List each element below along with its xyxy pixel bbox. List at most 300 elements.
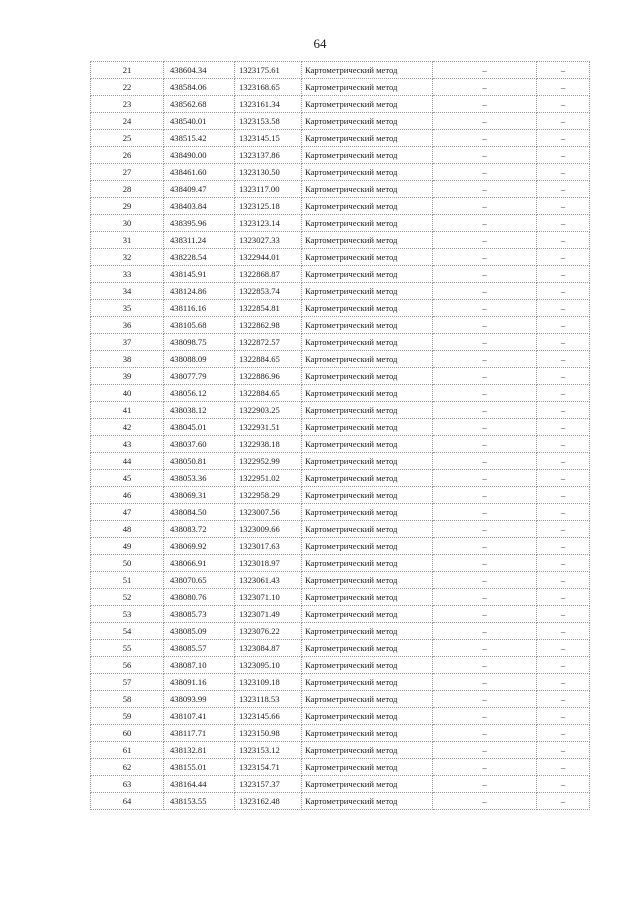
accuracy-cell: – bbox=[433, 215, 537, 232]
table-row bbox=[91, 470, 590, 487]
description-cell: – bbox=[537, 708, 590, 725]
x-coordinate-cell: 438116.16 bbox=[164, 300, 235, 317]
point-number-cell: 28 bbox=[91, 181, 164, 198]
y-coordinate-cell: 1322884.65 bbox=[235, 351, 302, 368]
accuracy-cell: – bbox=[433, 453, 537, 470]
y-coordinate-cell: 1323150.98 bbox=[235, 725, 302, 742]
accuracy-cell: – bbox=[433, 130, 537, 147]
table-row bbox=[91, 334, 590, 351]
accuracy-cell: – bbox=[433, 487, 537, 504]
y-coordinate-cell: 1323157.37 bbox=[235, 776, 302, 793]
accuracy-cell: – bbox=[433, 96, 537, 113]
x-coordinate-cell: 438093.99 bbox=[164, 691, 235, 708]
point-number-cell: 60 bbox=[91, 725, 164, 742]
description-cell: – bbox=[537, 674, 590, 691]
table-row bbox=[91, 215, 590, 232]
method-cell: Картометрический метод bbox=[302, 130, 433, 147]
description-cell: – bbox=[537, 266, 590, 283]
y-coordinate-cell: 1322854.81 bbox=[235, 300, 302, 317]
y-coordinate-cell: 1323018.97 bbox=[235, 555, 302, 572]
y-coordinate-cell: 1323162.48 bbox=[235, 793, 302, 810]
point-number-cell: 46 bbox=[91, 487, 164, 504]
coordinates-table bbox=[90, 61, 590, 810]
y-coordinate-cell: 1323007.56 bbox=[235, 504, 302, 521]
description-cell: – bbox=[537, 419, 590, 436]
point-number-cell: 39 bbox=[91, 368, 164, 385]
table-row bbox=[91, 521, 590, 538]
method-cell: Картометрический метод bbox=[302, 470, 433, 487]
accuracy-cell: – bbox=[433, 402, 537, 419]
accuracy-cell: – bbox=[433, 589, 537, 606]
method-cell: Картометрический метод bbox=[302, 79, 433, 96]
description-cell: – bbox=[537, 334, 590, 351]
point-number-cell: 51 bbox=[91, 572, 164, 589]
table-row bbox=[91, 368, 590, 385]
point-number-cell: 30 bbox=[91, 215, 164, 232]
x-coordinate-cell: 438085.73 bbox=[164, 606, 235, 623]
table-row bbox=[91, 708, 590, 725]
table-row bbox=[91, 691, 590, 708]
point-number-cell: 35 bbox=[91, 300, 164, 317]
description-cell: – bbox=[537, 555, 590, 572]
y-coordinate-cell: 1323154.71 bbox=[235, 759, 302, 776]
description-cell: – bbox=[537, 198, 590, 215]
x-coordinate-cell: 438124.86 bbox=[164, 283, 235, 300]
point-number-cell: 36 bbox=[91, 317, 164, 334]
y-coordinate-cell: 1323125.18 bbox=[235, 198, 302, 215]
x-coordinate-cell: 438083.72 bbox=[164, 521, 235, 538]
x-coordinate-cell: 438562.68 bbox=[164, 96, 235, 113]
accuracy-cell: – bbox=[433, 419, 537, 436]
method-cell: Картометрический метод bbox=[302, 181, 433, 198]
point-number-cell: 55 bbox=[91, 640, 164, 657]
point-number-cell: 49 bbox=[91, 538, 164, 555]
description-cell: – bbox=[537, 623, 590, 640]
point-number-cell: 61 bbox=[91, 742, 164, 759]
point-number-cell: 64 bbox=[91, 793, 164, 810]
x-coordinate-cell: 438045.01 bbox=[164, 419, 235, 436]
accuracy-cell: – bbox=[433, 555, 537, 572]
point-number-cell: 56 bbox=[91, 657, 164, 674]
method-cell: Картометрический метод bbox=[302, 487, 433, 504]
description-cell: – bbox=[537, 96, 590, 113]
description-cell: – bbox=[537, 164, 590, 181]
x-coordinate-cell: 438085.57 bbox=[164, 640, 235, 657]
description-cell: – bbox=[537, 317, 590, 334]
description-cell: – bbox=[537, 742, 590, 759]
description-cell: – bbox=[537, 487, 590, 504]
x-coordinate-cell: 438069.31 bbox=[164, 487, 235, 504]
description-cell: – bbox=[537, 453, 590, 470]
x-coordinate-cell: 438145.91 bbox=[164, 266, 235, 283]
method-cell: Картометрический метод bbox=[302, 419, 433, 436]
table-row bbox=[91, 742, 590, 759]
accuracy-cell: – bbox=[433, 691, 537, 708]
point-number-cell: 33 bbox=[91, 266, 164, 283]
x-coordinate-cell: 438038.12 bbox=[164, 402, 235, 419]
accuracy-cell: – bbox=[433, 198, 537, 215]
y-coordinate-cell: 1323117.00 bbox=[235, 181, 302, 198]
description-cell: – bbox=[537, 725, 590, 742]
y-coordinate-cell: 1323027.33 bbox=[235, 232, 302, 249]
table-row bbox=[91, 793, 590, 810]
table-row bbox=[91, 504, 590, 521]
point-number-cell: 50 bbox=[91, 555, 164, 572]
description-cell: – bbox=[537, 657, 590, 674]
table-row bbox=[91, 623, 590, 640]
table-row bbox=[91, 776, 590, 793]
point-number-cell: 52 bbox=[91, 589, 164, 606]
table-row bbox=[91, 385, 590, 402]
y-coordinate-cell: 1322952.99 bbox=[235, 453, 302, 470]
description-cell: – bbox=[537, 385, 590, 402]
point-number-cell: 22 bbox=[91, 79, 164, 96]
description-cell: – bbox=[537, 283, 590, 300]
description-cell: – bbox=[537, 606, 590, 623]
method-cell: Картометрический метод bbox=[302, 368, 433, 385]
point-number-cell: 62 bbox=[91, 759, 164, 776]
method-cell: Картометрический метод bbox=[302, 555, 433, 572]
table-row bbox=[91, 725, 590, 742]
x-coordinate-cell: 438540.01 bbox=[164, 113, 235, 130]
point-number-cell: 26 bbox=[91, 147, 164, 164]
description-cell: – bbox=[537, 521, 590, 538]
table-row bbox=[91, 113, 590, 130]
point-number-cell: 53 bbox=[91, 606, 164, 623]
x-coordinate-cell: 438164.44 bbox=[164, 776, 235, 793]
table-row bbox=[91, 96, 590, 113]
table-row bbox=[91, 538, 590, 555]
point-number-cell: 34 bbox=[91, 283, 164, 300]
x-coordinate-cell: 438084.50 bbox=[164, 504, 235, 521]
table-body bbox=[91, 62, 590, 810]
table-row bbox=[91, 249, 590, 266]
point-number-cell: 42 bbox=[91, 419, 164, 436]
accuracy-cell: – bbox=[433, 113, 537, 130]
accuracy-cell: – bbox=[433, 606, 537, 623]
description-cell: – bbox=[537, 113, 590, 130]
method-cell: Картометрический метод bbox=[302, 742, 433, 759]
description-cell: – bbox=[537, 181, 590, 198]
description-cell: – bbox=[537, 538, 590, 555]
y-coordinate-cell: 1323084.87 bbox=[235, 640, 302, 657]
point-number-cell: 57 bbox=[91, 674, 164, 691]
accuracy-cell: – bbox=[433, 538, 537, 555]
description-cell: – bbox=[537, 300, 590, 317]
description-cell: – bbox=[537, 504, 590, 521]
point-number-cell: 25 bbox=[91, 130, 164, 147]
accuracy-cell: – bbox=[433, 300, 537, 317]
method-cell: Картометрический метод bbox=[302, 776, 433, 793]
description-cell: – bbox=[537, 351, 590, 368]
accuracy-cell: – bbox=[433, 62, 537, 79]
method-cell: Картометрический метод bbox=[302, 283, 433, 300]
table-row bbox=[91, 317, 590, 334]
y-coordinate-cell: 1322944.01 bbox=[235, 249, 302, 266]
method-cell: Картометрический метод bbox=[302, 62, 433, 79]
page-number: 64 bbox=[313, 36, 327, 51]
y-coordinate-cell: 1323095.10 bbox=[235, 657, 302, 674]
y-coordinate-cell: 1322938.18 bbox=[235, 436, 302, 453]
x-coordinate-cell: 438091.16 bbox=[164, 674, 235, 691]
accuracy-cell: – bbox=[433, 334, 537, 351]
method-cell: Картометрический метод bbox=[302, 215, 433, 232]
method-cell: Картометрический метод bbox=[302, 606, 433, 623]
y-coordinate-cell: 1323153.12 bbox=[235, 742, 302, 759]
x-coordinate-cell: 438053.36 bbox=[164, 470, 235, 487]
x-coordinate-cell: 438515.42 bbox=[164, 130, 235, 147]
x-coordinate-cell: 438117.71 bbox=[164, 725, 235, 742]
x-coordinate-cell: 438098.75 bbox=[164, 334, 235, 351]
description-cell: – bbox=[537, 759, 590, 776]
y-coordinate-cell: 1323071.10 bbox=[235, 589, 302, 606]
x-coordinate-cell: 438105.68 bbox=[164, 317, 235, 334]
y-coordinate-cell: 1322958.29 bbox=[235, 487, 302, 504]
accuracy-cell: – bbox=[433, 147, 537, 164]
x-coordinate-cell: 438490.00 bbox=[164, 147, 235, 164]
table-row bbox=[91, 436, 590, 453]
y-coordinate-cell: 1322931.51 bbox=[235, 419, 302, 436]
method-cell: Картометрический метод bbox=[302, 521, 433, 538]
point-number-cell: 21 bbox=[91, 62, 164, 79]
point-number-cell: 54 bbox=[91, 623, 164, 640]
accuracy-cell: – bbox=[433, 266, 537, 283]
method-cell: Картометрический метод bbox=[302, 538, 433, 555]
method-cell: Картометрический метод bbox=[302, 96, 433, 113]
point-number-cell: 31 bbox=[91, 232, 164, 249]
table-row bbox=[91, 589, 590, 606]
point-number-cell: 48 bbox=[91, 521, 164, 538]
point-number-cell: 32 bbox=[91, 249, 164, 266]
accuracy-cell: – bbox=[433, 249, 537, 266]
x-coordinate-cell: 438395.96 bbox=[164, 215, 235, 232]
accuracy-cell: – bbox=[433, 436, 537, 453]
table-row bbox=[91, 674, 590, 691]
table-row bbox=[91, 657, 590, 674]
description-cell: – bbox=[537, 147, 590, 164]
table-row bbox=[91, 181, 590, 198]
method-cell: Картометрический метод bbox=[302, 232, 433, 249]
y-coordinate-cell: 1323109.18 bbox=[235, 674, 302, 691]
method-cell: Картометрический метод bbox=[302, 334, 433, 351]
table-row bbox=[91, 487, 590, 504]
y-coordinate-cell: 1322884.65 bbox=[235, 385, 302, 402]
table-row bbox=[91, 555, 590, 572]
x-coordinate-cell: 438050.81 bbox=[164, 453, 235, 470]
accuracy-cell: – bbox=[433, 368, 537, 385]
table-row bbox=[91, 419, 590, 436]
y-coordinate-cell: 1322853.74 bbox=[235, 283, 302, 300]
description-cell: – bbox=[537, 776, 590, 793]
table-row bbox=[91, 62, 590, 79]
point-number-cell: 38 bbox=[91, 351, 164, 368]
table-row bbox=[91, 283, 590, 300]
point-number-cell: 40 bbox=[91, 385, 164, 402]
y-coordinate-cell: 1323137.86 bbox=[235, 147, 302, 164]
y-coordinate-cell: 1323017.63 bbox=[235, 538, 302, 555]
y-coordinate-cell: 1322951.02 bbox=[235, 470, 302, 487]
y-coordinate-cell: 1322862.98 bbox=[235, 317, 302, 334]
method-cell: Картометрический метод bbox=[302, 725, 433, 742]
x-coordinate-cell: 438403.84 bbox=[164, 198, 235, 215]
point-number-cell: 44 bbox=[91, 453, 164, 470]
accuracy-cell: – bbox=[433, 725, 537, 742]
x-coordinate-cell: 438584.06 bbox=[164, 79, 235, 96]
accuracy-cell: – bbox=[433, 657, 537, 674]
description-cell: – bbox=[537, 572, 590, 589]
y-coordinate-cell: 1323009.66 bbox=[235, 521, 302, 538]
point-number-cell: 45 bbox=[91, 470, 164, 487]
table-row bbox=[91, 640, 590, 657]
point-number-cell: 47 bbox=[91, 504, 164, 521]
table-row bbox=[91, 164, 590, 181]
method-cell: Картометрический метод bbox=[302, 317, 433, 334]
x-coordinate-cell: 438604.34 bbox=[164, 62, 235, 79]
x-coordinate-cell: 438087.10 bbox=[164, 657, 235, 674]
method-cell: Картометрический метод bbox=[302, 589, 433, 606]
x-coordinate-cell: 438153.55 bbox=[164, 793, 235, 810]
method-cell: Картометрический метод bbox=[302, 249, 433, 266]
method-cell: Картометрический метод bbox=[302, 759, 433, 776]
method-cell: Картометрический метод bbox=[302, 164, 433, 181]
method-cell: Картометрический метод bbox=[302, 385, 433, 402]
accuracy-cell: – bbox=[433, 776, 537, 793]
table-row bbox=[91, 79, 590, 96]
accuracy-cell: – bbox=[433, 674, 537, 691]
description-cell: – bbox=[537, 589, 590, 606]
accuracy-cell: – bbox=[433, 759, 537, 776]
x-coordinate-cell: 438409.47 bbox=[164, 181, 235, 198]
point-number-cell: 43 bbox=[91, 436, 164, 453]
method-cell: Картометрический метод bbox=[302, 674, 433, 691]
x-coordinate-cell: 438228.54 bbox=[164, 249, 235, 266]
point-number-cell: 37 bbox=[91, 334, 164, 351]
table-row bbox=[91, 232, 590, 249]
y-coordinate-cell: 1323175.61 bbox=[235, 62, 302, 79]
x-coordinate-cell: 438311.24 bbox=[164, 232, 235, 249]
point-number-cell: 24 bbox=[91, 113, 164, 130]
method-cell: Картометрический метод bbox=[302, 708, 433, 725]
method-cell: Картометрический метод bbox=[302, 793, 433, 810]
table-row bbox=[91, 759, 590, 776]
method-cell: Картометрический метод bbox=[302, 572, 433, 589]
point-number-cell: 59 bbox=[91, 708, 164, 725]
description-cell: – bbox=[537, 402, 590, 419]
table-row bbox=[91, 606, 590, 623]
description-cell: – bbox=[537, 249, 590, 266]
method-cell: Картометрический метод bbox=[302, 113, 433, 130]
method-cell: Картометрический метод bbox=[302, 198, 433, 215]
x-coordinate-cell: 438132.81 bbox=[164, 742, 235, 759]
y-coordinate-cell: 1322872.57 bbox=[235, 334, 302, 351]
y-coordinate-cell: 1323168.65 bbox=[235, 79, 302, 96]
x-coordinate-cell: 438155.01 bbox=[164, 759, 235, 776]
x-coordinate-cell: 438461.60 bbox=[164, 164, 235, 181]
x-coordinate-cell: 438080.76 bbox=[164, 589, 235, 606]
point-number-cell: 58 bbox=[91, 691, 164, 708]
method-cell: Картометрический метод bbox=[302, 351, 433, 368]
table-row bbox=[91, 147, 590, 164]
x-coordinate-cell: 438088.09 bbox=[164, 351, 235, 368]
description-cell: – bbox=[537, 215, 590, 232]
method-cell: Картометрический метод bbox=[302, 300, 433, 317]
y-coordinate-cell: 1323071.49 bbox=[235, 606, 302, 623]
y-coordinate-cell: 1323145.66 bbox=[235, 708, 302, 725]
x-coordinate-cell: 438037.60 bbox=[164, 436, 235, 453]
x-coordinate-cell: 438070.65 bbox=[164, 572, 235, 589]
point-number-cell: 23 bbox=[91, 96, 164, 113]
description-cell: – bbox=[537, 640, 590, 657]
y-coordinate-cell: 1323076.22 bbox=[235, 623, 302, 640]
description-cell: – bbox=[537, 130, 590, 147]
y-coordinate-cell: 1323061.43 bbox=[235, 572, 302, 589]
accuracy-cell: – bbox=[433, 708, 537, 725]
description-cell: – bbox=[537, 62, 590, 79]
description-cell: – bbox=[537, 368, 590, 385]
point-number-cell: 41 bbox=[91, 402, 164, 419]
accuracy-cell: – bbox=[433, 317, 537, 334]
accuracy-cell: – bbox=[433, 164, 537, 181]
table-row bbox=[91, 572, 590, 589]
point-number-cell: 63 bbox=[91, 776, 164, 793]
accuracy-cell: – bbox=[433, 521, 537, 538]
point-number-cell: 29 bbox=[91, 198, 164, 215]
y-coordinate-cell: 1323123.14 bbox=[235, 215, 302, 232]
method-cell: Картометрический метод bbox=[302, 504, 433, 521]
description-cell: – bbox=[537, 232, 590, 249]
method-cell: Картометрический метод bbox=[302, 657, 433, 674]
accuracy-cell: – bbox=[433, 351, 537, 368]
y-coordinate-cell: 1323130.50 bbox=[235, 164, 302, 181]
accuracy-cell: – bbox=[433, 572, 537, 589]
accuracy-cell: – bbox=[433, 283, 537, 300]
y-coordinate-cell: 1322868.87 bbox=[235, 266, 302, 283]
table-row bbox=[91, 130, 590, 147]
accuracy-cell: – bbox=[433, 623, 537, 640]
method-cell: Картометрический метод bbox=[302, 640, 433, 657]
table-row bbox=[91, 351, 590, 368]
table-row bbox=[91, 300, 590, 317]
x-coordinate-cell: 438077.79 bbox=[164, 368, 235, 385]
point-number-cell: 27 bbox=[91, 164, 164, 181]
accuracy-cell: – bbox=[433, 181, 537, 198]
accuracy-cell: – bbox=[433, 232, 537, 249]
x-coordinate-cell: 438056.12 bbox=[164, 385, 235, 402]
description-cell: – bbox=[537, 436, 590, 453]
description-cell: – bbox=[537, 470, 590, 487]
method-cell: Картометрический метод bbox=[302, 453, 433, 470]
y-coordinate-cell: 1323145.15 bbox=[235, 130, 302, 147]
accuracy-cell: – bbox=[433, 79, 537, 96]
method-cell: Картометрический метод bbox=[302, 147, 433, 164]
accuracy-cell: – bbox=[433, 793, 537, 810]
y-coordinate-cell: 1323161.34 bbox=[235, 96, 302, 113]
accuracy-cell: – bbox=[433, 504, 537, 521]
accuracy-cell: – bbox=[433, 640, 537, 657]
y-coordinate-cell: 1323153.58 bbox=[235, 113, 302, 130]
table-row bbox=[91, 453, 590, 470]
x-coordinate-cell: 438085.09 bbox=[164, 623, 235, 640]
description-cell: – bbox=[537, 79, 590, 96]
table-row bbox=[91, 266, 590, 283]
method-cell: Картометрический метод bbox=[302, 266, 433, 283]
method-cell: Картометрический метод bbox=[302, 436, 433, 453]
x-coordinate-cell: 438066.91 bbox=[164, 555, 235, 572]
method-cell: Картометрический метод bbox=[302, 402, 433, 419]
description-cell: – bbox=[537, 691, 590, 708]
description-cell: – bbox=[537, 793, 590, 810]
method-cell: Картометрический метод bbox=[302, 623, 433, 640]
